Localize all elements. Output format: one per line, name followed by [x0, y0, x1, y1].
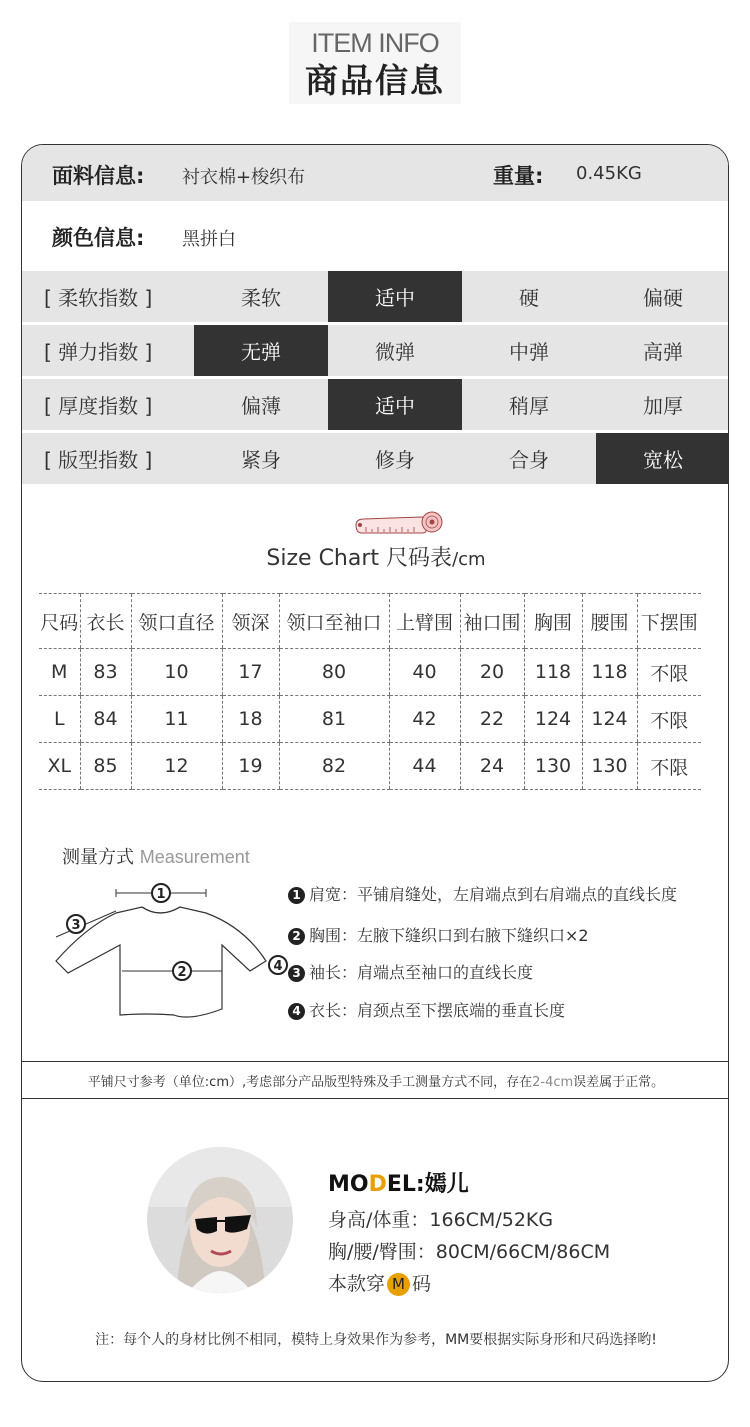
size-table	[39, 593, 701, 790]
index-option: 无弹	[194, 325, 328, 376]
diagram-marker-4: 4	[273, 959, 283, 974]
measurement-title	[62, 843, 250, 869]
table-cell: 不限	[637, 649, 701, 696]
measurement-text: 肩宽：平铺肩缝处，左肩端点到右肩端点的直线长度	[309, 885, 678, 904]
size-chart-unit: /cm	[452, 549, 486, 570]
measurement-item-3	[288, 960, 533, 983]
table-cell: 85	[80, 743, 131, 790]
model-name-part: MO	[328, 1172, 369, 1197]
color-label: 颜色信息:	[52, 226, 145, 250]
wears-post: 码	[412, 1273, 432, 1295]
table-cell: 不限	[637, 743, 701, 790]
header-title-cn: 商品信息	[305, 61, 445, 100]
table-cell: 不限	[637, 696, 701, 743]
index-option: 偏薄	[194, 379, 328, 430]
measurement-title-cn: 测量方式	[62, 847, 134, 868]
table-cell: 20	[460, 649, 524, 696]
table-cell: 124	[524, 696, 582, 743]
table-cell: 24	[460, 743, 524, 790]
header-title-en: ITEM INFO	[311, 28, 439, 58]
header-cell: 胸围	[524, 594, 582, 649]
number-badge: 4	[288, 1003, 305, 1020]
table-cell: 118	[582, 649, 637, 696]
model-wears-size	[328, 1269, 431, 1296]
table-cell: 118	[524, 649, 582, 696]
header-cell: 上臂围	[389, 594, 460, 649]
flat-note-pre: 平铺尺寸参考（单位:cm）,考虑部分产品版型特殊及手工测量方式不同，存在	[87, 1075, 533, 1090]
index-option: 修身	[328, 433, 462, 484]
index-label: [ 厚度指数 ]	[22, 379, 194, 430]
table-cell: 82	[279, 743, 389, 790]
size-chart-title-en: Size Chart	[266, 546, 380, 571]
index-row-fit	[22, 433, 729, 484]
model-name-part: EL:嫣儿	[386, 1172, 469, 1197]
table-cell: 10	[131, 649, 222, 696]
fabric-weight-row	[22, 145, 729, 201]
measurement-item-1	[288, 882, 677, 905]
table-cell: 84	[80, 696, 131, 743]
diagram-marker-1: 1	[156, 887, 166, 902]
index-option: 微弹	[328, 325, 462, 376]
index-option: 适中	[328, 271, 462, 322]
divider	[22, 1061, 729, 1062]
table-row	[39, 696, 701, 743]
index-label: [ 版型指数 ]	[22, 433, 194, 484]
number-badge: 3	[288, 965, 305, 982]
header-cell: 领深	[222, 594, 279, 649]
number-badge: 1	[288, 887, 305, 904]
shirt-measurement-diagram	[50, 875, 290, 1025]
table-cell: 80	[279, 649, 389, 696]
table-cell: 44	[389, 743, 460, 790]
index-option: 硬	[462, 271, 596, 322]
color-value: 黑拼白	[182, 229, 236, 250]
header-cell: 领口直径	[131, 594, 222, 649]
header-cell: 袖口围	[460, 594, 524, 649]
table-cell: 124	[582, 696, 637, 743]
table-row	[39, 649, 701, 696]
index-option: 宽松	[596, 433, 729, 484]
index-row-thickness	[22, 379, 729, 430]
header-cell: 领口至袖口	[279, 594, 389, 649]
model-note: 注：每个人的身材比例不相同，模特上身效果作为参考，MM要根据实际身形和尺码选择哟!	[95, 1332, 657, 1348]
table-cell: 40	[389, 649, 460, 696]
measurement-text: 衣长：肩颈点至下摆底端的垂直长度	[309, 1001, 566, 1020]
measurement-title-en: Measurement	[139, 847, 250, 867]
header-box	[289, 22, 461, 104]
table-cell: 18	[222, 696, 279, 743]
table-cell: 17	[222, 649, 279, 696]
header-cell: 衣长	[80, 594, 131, 649]
index-row-elasticity	[22, 325, 729, 376]
model-height-weight: 身高/体重：166CM/52KG	[328, 1209, 554, 1231]
wears-pre: 本款穿	[328, 1273, 386, 1295]
table-cell: 22	[460, 696, 524, 743]
index-option: 紧身	[194, 433, 328, 484]
index-label: [ 弹力指数 ]	[22, 325, 194, 376]
weight-value: 0.45KG	[576, 163, 642, 184]
index-option: 偏硬	[596, 271, 729, 322]
table-cell: 83	[80, 649, 131, 696]
size-badge: M	[387, 1273, 410, 1296]
diagram-marker-2: 2	[177, 965, 187, 980]
diagram-marker-3: 3	[71, 918, 81, 933]
measurement-text: 胸围：左腋下缝织口到右腋下缝织口×2	[309, 926, 589, 945]
table-cell: L	[39, 696, 80, 743]
section-header	[0, 22, 750, 104]
measurement-item-4	[288, 998, 565, 1021]
model-name	[328, 1167, 469, 1198]
header-cell: 腰围	[582, 594, 637, 649]
index-option: 合身	[462, 433, 596, 484]
measurement-text: 袖长：肩端点至袖口的直线长度	[309, 963, 534, 982]
table-cell: 130	[582, 743, 637, 790]
model-avatar	[147, 1147, 293, 1293]
header-cell: 尺码	[39, 594, 80, 649]
table-cell: 11	[131, 696, 222, 743]
fabric-value: 衬衣棉+梭织布	[182, 167, 306, 188]
table-cell: 12	[131, 743, 222, 790]
measurement-item-2	[288, 923, 589, 946]
index-option: 柔软	[194, 271, 328, 322]
model-name-accent: D	[368, 1172, 387, 1197]
index-row-softness	[22, 271, 729, 322]
table-cell: M	[39, 649, 80, 696]
index-option: 适中	[328, 379, 462, 430]
table-cell: 81	[279, 696, 389, 743]
table-cell: 42	[389, 696, 460, 743]
table-cell: 19	[222, 743, 279, 790]
flat-note-range: 2-4cm	[532, 1075, 574, 1090]
tape-measure-icon	[352, 511, 446, 539]
table-cell: XL	[39, 743, 80, 790]
weight-label: 重量:	[493, 164, 544, 188]
model-measurements: 胸/腰/臀围：80CM/66CM/86CM	[328, 1241, 611, 1263]
table-cell: 130	[524, 743, 582, 790]
index-label: [ 柔软指数 ]	[22, 271, 194, 322]
flat-size-note	[22, 1071, 729, 1090]
flat-note-post: 误差属于正常。	[573, 1075, 665, 1090]
index-option: 高弹	[596, 325, 729, 376]
divider	[22, 1098, 729, 1099]
size-chart-title-cn: 尺码表	[386, 546, 453, 571]
size-table-header	[39, 594, 701, 649]
header-cell: 下摆围	[637, 594, 701, 649]
fabric-label: 面料信息:	[52, 164, 145, 188]
number-badge: 2	[288, 928, 305, 945]
table-row	[39, 743, 701, 790]
index-option: 中弹	[462, 325, 596, 376]
size-chart-title	[22, 541, 729, 572]
index-option: 加厚	[596, 379, 729, 430]
product-info-card	[21, 144, 729, 1382]
index-option: 稍厚	[462, 379, 596, 430]
